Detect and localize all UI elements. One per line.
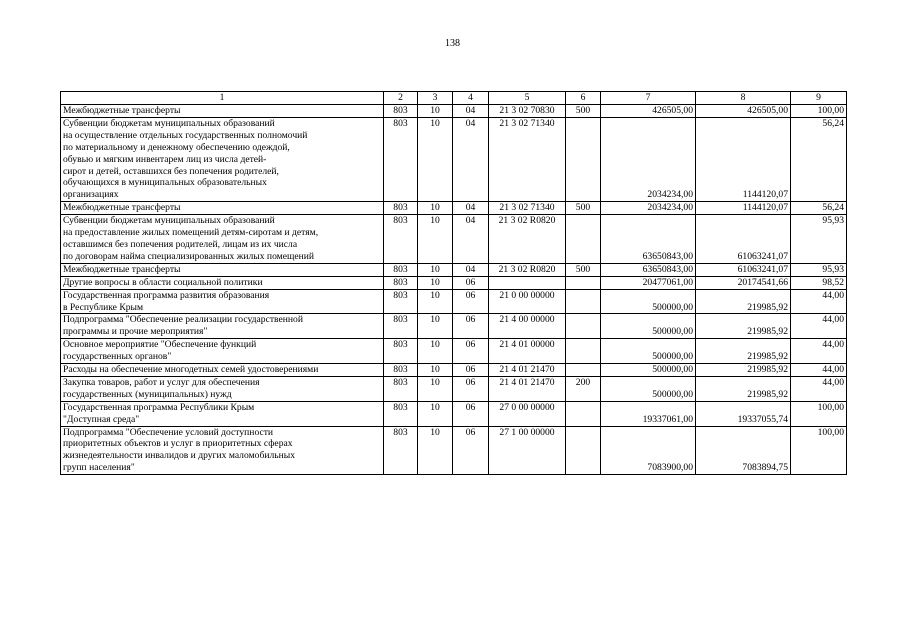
subsection-cell: 04 <box>453 117 489 201</box>
execution-percent-cell: 98,52 <box>791 276 847 289</box>
ministry-code-cell: 803 <box>384 276 418 289</box>
approved-amount-cell: 7083900,00 <box>601 426 696 475</box>
executed-amount-cell: 19337055,74 <box>696 401 791 426</box>
table-row <box>61 339 847 364</box>
section-cell: 10 <box>418 364 453 377</box>
execution-percent-cell: 44,00 <box>791 376 847 401</box>
approved-amount-cell: 426505,00 <box>601 105 696 118</box>
executed-amount-cell: 219985,92 <box>696 376 791 401</box>
table-row <box>61 105 847 118</box>
subsection-cell: 06 <box>453 401 489 426</box>
ministry-code-cell: 803 <box>384 263 418 276</box>
ministry-code-cell: 803 <box>384 401 418 426</box>
ministry-code-cell: 803 <box>384 426 418 475</box>
executed-amount-cell: 1144120,07 <box>696 117 791 201</box>
table-row <box>61 401 847 426</box>
approved-amount-cell: 19337061,00 <box>601 401 696 426</box>
section-cell: 10 <box>418 401 453 426</box>
table-body <box>61 105 847 475</box>
row-name-cell: Государственная программа развития образования в Республике Крым <box>61 289 384 314</box>
table-row <box>61 276 847 289</box>
target-article-cell: 27 0 00 00000 <box>489 401 566 426</box>
header-cell: 2 <box>384 92 418 105</box>
header-cell: 8 <box>696 92 791 105</box>
row-name-cell: Подпрограмма "Обеспечение условий доступности приоритетных объектов и услуг в приоритетных сферах жизнедеятельности инвалидов и других маломобильных групп населения" <box>61 426 384 475</box>
execution-percent-cell: 44,00 <box>791 364 847 377</box>
target-article-cell: 21 3 02 71340 <box>489 117 566 201</box>
expense-type-cell <box>566 314 601 339</box>
expense-type-cell <box>566 289 601 314</box>
header-cell: 3 <box>418 92 453 105</box>
row-name-cell: Государственная программа Республики Крым "Доступная среда" <box>61 401 384 426</box>
execution-percent-cell: 95,93 <box>791 215 847 264</box>
ministry-code-cell: 803 <box>384 202 418 215</box>
executed-amount-cell: 61063241,07 <box>696 263 791 276</box>
subsection-cell: 04 <box>453 215 489 264</box>
approved-amount-cell: 2034234,00 <box>601 117 696 201</box>
executed-amount-cell: 20174541,66 <box>696 276 791 289</box>
ministry-code-cell: 803 <box>384 314 418 339</box>
subsection-cell: 06 <box>453 289 489 314</box>
header-cell: 7 <box>601 92 696 105</box>
subsection-cell: 04 <box>453 105 489 118</box>
expense-type-cell: 500 <box>566 263 601 276</box>
section-cell: 10 <box>418 276 453 289</box>
section-cell: 10 <box>418 105 453 118</box>
table-row <box>61 263 847 276</box>
execution-percent-cell: 44,00 <box>791 339 847 364</box>
executed-amount-cell: 7083894,75 <box>696 426 791 475</box>
execution-percent-cell: 44,00 <box>791 314 847 339</box>
approved-amount-cell: 63650843,00 <box>601 215 696 264</box>
executed-amount-cell: 426505,00 <box>696 105 791 118</box>
execution-percent-cell: 56,24 <box>791 117 847 201</box>
approved-amount-cell: 63650843,00 <box>601 263 696 276</box>
executed-amount-cell: 219985,92 <box>696 314 791 339</box>
approved-amount-cell: 500000,00 <box>601 364 696 377</box>
expense-type-cell: 500 <box>566 105 601 118</box>
ministry-code-cell: 803 <box>384 376 418 401</box>
subsection-cell: 06 <box>453 276 489 289</box>
target-article-cell: 27 1 00 00000 <box>489 426 566 475</box>
target-article-cell: 21 3 02 R0820 <box>489 263 566 276</box>
table-row <box>61 117 847 201</box>
table-row <box>61 376 847 401</box>
approved-amount-cell: 500000,00 <box>601 314 696 339</box>
section-cell: 10 <box>418 117 453 201</box>
expense-type-cell: 500 <box>566 202 601 215</box>
subsection-cell: 04 <box>453 202 489 215</box>
table-row <box>61 289 847 314</box>
subsection-cell: 06 <box>453 376 489 401</box>
executed-amount-cell: 61063241,07 <box>696 215 791 264</box>
budget-table <box>60 91 847 475</box>
ministry-code-cell: 803 <box>384 215 418 264</box>
approved-amount-cell: 20477061,00 <box>601 276 696 289</box>
header-cell: 1 <box>61 92 384 105</box>
row-name-cell: Закупка товаров, работ и услуг для обеспечения государственных (муниципальных) нужд <box>61 376 384 401</box>
table-row <box>61 426 847 475</box>
header-cell: 9 <box>791 92 847 105</box>
subsection-cell: 06 <box>453 314 489 339</box>
target-article-cell <box>489 276 566 289</box>
expense-type-cell <box>566 215 601 264</box>
row-name-cell: Другие вопросы в области социальной политики <box>61 276 384 289</box>
page-number: 138 <box>445 38 460 49</box>
section-cell: 10 <box>418 426 453 475</box>
row-name-cell: Подпрограмма "Обеспечение реализации государственной программы и прочие мероприятия" <box>61 314 384 339</box>
executed-amount-cell: 219985,92 <box>696 364 791 377</box>
ministry-code-cell: 803 <box>384 289 418 314</box>
expense-type-cell <box>566 339 601 364</box>
approved-amount-cell: 500000,00 <box>601 339 696 364</box>
target-article-cell: 21 4 01 21470 <box>489 376 566 401</box>
table-row <box>61 215 847 264</box>
target-article-cell: 21 4 00 00000 <box>489 314 566 339</box>
ministry-code-cell: 803 <box>384 105 418 118</box>
section-cell: 10 <box>418 339 453 364</box>
section-cell: 10 <box>418 314 453 339</box>
execution-percent-cell: 44,00 <box>791 289 847 314</box>
expense-type-cell: 200 <box>566 376 601 401</box>
target-article-cell: 21 4 01 21470 <box>489 364 566 377</box>
section-cell: 10 <box>418 215 453 264</box>
header-cell: 5 <box>489 92 566 105</box>
subsection-cell: 06 <box>453 339 489 364</box>
expense-type-cell <box>566 426 601 475</box>
row-name-cell: Межбюджетные трансферты <box>61 202 384 215</box>
section-cell: 10 <box>418 263 453 276</box>
table-row <box>61 314 847 339</box>
execution-percent-cell: 56,24 <box>791 202 847 215</box>
subsection-cell: 04 <box>453 263 489 276</box>
row-name-cell: Субвенции бюджетам муниципальных образований на осуществление отдельных государственных полномочий по материальному и денежному обеспечению одеждой, обувью и мягким инвентарем лиц из числа детей- сирот и детей, оставшихся без попечения родителей, обучающихся в муниципальных образовательных организациях <box>61 117 384 201</box>
approved-amount-cell: 2034234,00 <box>601 202 696 215</box>
expense-type-cell <box>566 117 601 201</box>
expense-type-cell <box>566 364 601 377</box>
section-cell: 10 <box>418 202 453 215</box>
target-article-cell: 21 3 02 70830 <box>489 105 566 118</box>
row-name-cell: Межбюджетные трансферты <box>61 105 384 118</box>
table-row <box>61 202 847 215</box>
target-article-cell: 21 4 01 00000 <box>489 339 566 364</box>
section-cell: 10 <box>418 289 453 314</box>
expense-type-cell <box>566 276 601 289</box>
subsection-cell: 06 <box>453 364 489 377</box>
header-cell: 4 <box>453 92 489 105</box>
execution-percent-cell: 100,00 <box>791 401 847 426</box>
expense-type-cell <box>566 401 601 426</box>
row-name-cell: Субвенции бюджетам муниципальных образований на предоставление жилых помещений детям-сиротам и детям, оставшимся без попечения родителей, лицам из их числа по договорам найма специализированных жилых помещений <box>61 215 384 264</box>
target-article-cell: 21 3 02 R0820 <box>489 215 566 264</box>
subsection-cell: 06 <box>453 426 489 475</box>
header-cell: 6 <box>566 92 601 105</box>
approved-amount-cell: 500000,00 <box>601 376 696 401</box>
execution-percent-cell: 95,93 <box>791 263 847 276</box>
row-name-cell: Межбюджетные трансферты <box>61 263 384 276</box>
ministry-code-cell: 803 <box>384 339 418 364</box>
ministry-code-cell: 803 <box>384 364 418 377</box>
header-row <box>61 92 847 105</box>
approved-amount-cell: 500000,00 <box>601 289 696 314</box>
section-cell: 10 <box>418 376 453 401</box>
execution-percent-cell: 100,00 <box>791 105 847 118</box>
target-article-cell: 21 3 02 71340 <box>489 202 566 215</box>
row-name-cell: Расходы на обеспечение многодетных семей удостоверениями <box>61 364 384 377</box>
executed-amount-cell: 219985,92 <box>696 289 791 314</box>
target-article-cell: 21 0 00 00000 <box>489 289 566 314</box>
row-name-cell: Основное мероприятие "Обеспечение функций государственных органов" <box>61 339 384 364</box>
ministry-code-cell: 803 <box>384 117 418 201</box>
table-row <box>61 364 847 377</box>
execution-percent-cell: 100,00 <box>791 426 847 475</box>
executed-amount-cell: 219985,92 <box>696 339 791 364</box>
executed-amount-cell: 1144120,07 <box>696 202 791 215</box>
